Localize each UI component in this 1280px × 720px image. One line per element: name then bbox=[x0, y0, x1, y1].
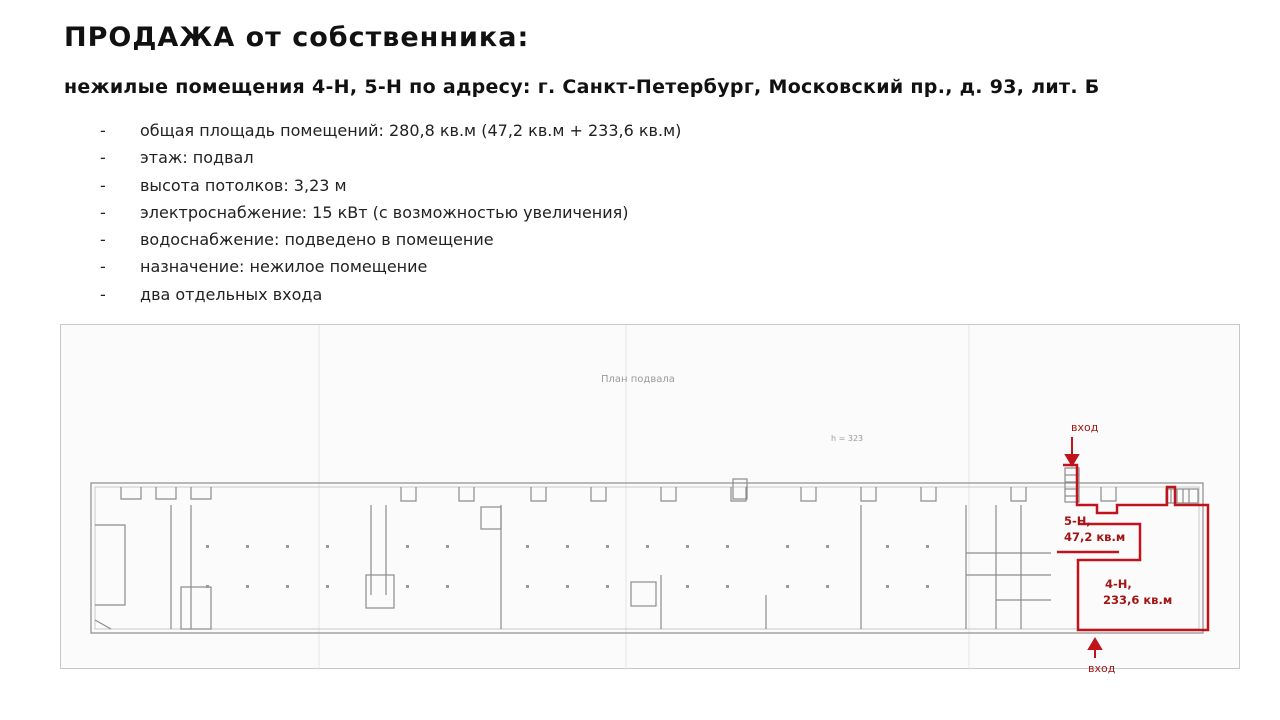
entry-label-bottom: вход bbox=[1088, 662, 1116, 675]
feature-text: электроснабжение: 15 кВт (с возможностью увеличения) bbox=[140, 202, 629, 222]
feature-item bbox=[100, 199, 681, 226]
feature-list bbox=[100, 117, 681, 308]
floor-plan-drawing bbox=[61, 325, 1241, 670]
page-title: ПРОДАЖА от собственника: bbox=[64, 22, 530, 53]
list-dash: - bbox=[100, 148, 106, 168]
entry-arrow-top bbox=[1066, 437, 1078, 465]
room-4n-name: 4-Н, bbox=[1105, 577, 1132, 591]
room-5n-name: 5-Н, bbox=[1064, 514, 1091, 528]
feature-text: этаж: подвал bbox=[140, 148, 254, 168]
feature-item bbox=[100, 281, 681, 308]
feature-item bbox=[100, 144, 681, 171]
list-dash: - bbox=[100, 121, 106, 140]
feature-text: водоснабжение: подведено в помещение bbox=[140, 230, 494, 250]
list-dash: - bbox=[100, 202, 106, 222]
feature-text: два отдельных входа bbox=[140, 284, 323, 304]
feature-item bbox=[100, 226, 681, 253]
feature-text: высота потолков: 3,23 м bbox=[140, 175, 347, 195]
plan-title: План подвала bbox=[601, 374, 675, 385]
floor-plan-image bbox=[60, 324, 1240, 669]
room-4n-area: 233,6 кв.м bbox=[1103, 593, 1173, 607]
feature-item bbox=[100, 172, 681, 199]
feature-item bbox=[100, 253, 681, 280]
building-outline bbox=[91, 468, 1203, 633]
list-dash: - bbox=[100, 284, 106, 304]
feature-item bbox=[100, 117, 681, 144]
list-dash: - bbox=[100, 175, 106, 195]
feature-text: назначение: нежилое помещение bbox=[140, 257, 428, 277]
column-grid bbox=[206, 545, 929, 588]
feature-text: общая площадь помещений: 280,8 кв.м (47,2 кв.м + 233,6 кв.м) bbox=[140, 121, 682, 140]
plan-height-note: h = 323 bbox=[831, 434, 864, 443]
entry-arrow-bottom bbox=[1089, 639, 1101, 658]
page-subtitle: нежилые помещения 4-Н, 5-Н по адресу: г. Санкт-Петербург, Московский пр., д. 93, лит. Б bbox=[64, 76, 1100, 98]
list-dash: - bbox=[100, 230, 106, 250]
entry-label-top: вход bbox=[1071, 421, 1099, 434]
room-5n-area: 47,2 кв.м bbox=[1064, 530, 1126, 544]
list-dash: - bbox=[100, 257, 106, 277]
